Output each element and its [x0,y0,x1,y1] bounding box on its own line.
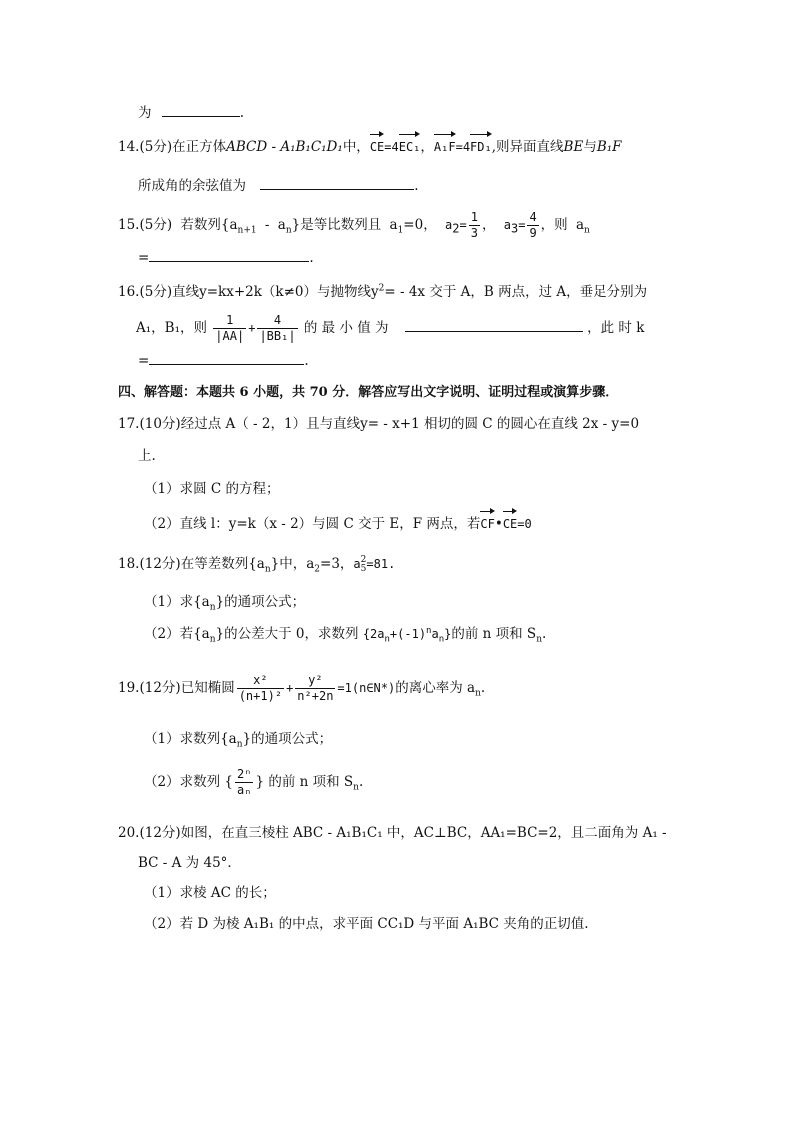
vector-ce: CE [369,140,385,154]
fraction-2n-over-an: $\frac{\text{2ⁿ}}{\text{aₙ}}$ [236,767,252,797]
score-label: (10分) [139,416,181,432]
question-number: 14. [118,139,140,155]
question-number: 15. [118,217,140,233]
q14-answer-blank[interactable] [260,177,414,190]
question-20: 20.(12分)如图，在直三棱柱 ABC - A₁B₁C₁ 中，AC⊥BC，AA₁=BC=2，且二面角为 A₁ - [118,825,667,841]
q13-tail: 为 . [138,105,245,121]
q13-prefix: 为 [138,105,152,121]
question-20-line2: BC - A 为 45°． [138,855,241,871]
question-14: 14.(5分)在正方体ABCD - A₁B₁C₁D₁中，CE=4EC₁，A₁F=4FD₁,则异面直线BE与B₁F [118,139,622,155]
q15-answer-blank[interactable] [149,249,309,262]
question-17: 17.(10分)经过点 A（ - 2，1）且与直线y= - x+1 相切的圆 C 的圆心在直线 2x - y=0 [118,416,640,432]
question-17-part1: （1）求圆 C 的方程； [144,481,280,497]
vector-ec1: EC₁ [398,140,421,154]
vector-cf: CF [480,517,495,531]
question-16-line2: A₁，B₁，则 $\frac{1}{|AA|}$ + $\frac{4}{\text{|BB₁|}}$ 的 最 小 值 为 ，此 时 k [136,313,645,343]
question-number: 18. [118,556,140,572]
fraction-four-ninths: $\frac{4}{9}$ [529,210,537,240]
question-18-part2: （2）若$\{a_n\}$的公差大于 0，求数列 $\{2a_n+(-1)^na_n\}$的前 n 项和 $S_n$. [144,626,547,645]
question-14-line2: 所成角的余弦值为 . [138,178,419,194]
vector-a1f: A₁F [433,140,456,154]
q16-min-answer-blank[interactable] [405,319,583,332]
question-15: 15.(5分) 若数列$\{a_{n+1} - a_n\}$是等比数列且 $a_1=0$， $a_2=$ $\frac{1}{3}$ ， $a_3=$ $\frac{4}{9}$ ，则 $a_n$ [118,210,590,240]
question-16-line3: = . [138,353,309,369]
question-16: 16.(5分)直线y=kx+2k（k≠0）与抛物线$y^2= - 4x$ 交于 A，B 两点，过 A，垂足分别为 [118,283,648,300]
sequence-expression: $\{2a_n+(-1)^na_n\}$ [362,626,452,645]
question-19: 19.(12分)已知椭圆 $\frac{\text{x²}}{\text{(n+1)²}}$ + $\frac{\text{y²}}{\text{n²+2n}}$ =1(n∈N*)的离心率为 $a_n$. [118,673,486,703]
question-18: 18.(12分)在等差数列$\{a_n\}$中，$a_2=3$，a 2 5 =81. [118,554,396,575]
question-number: 17. [118,416,140,432]
vector-ce: CE [502,517,518,531]
fraction-4-over-bb1: $\frac{4}{\text{|BB₁|}}$ [259,313,296,343]
question-15-line2: = . [138,250,314,266]
q16-k-answer-blank[interactable] [149,352,304,365]
fraction-y2: $\frac{\text{y²}}{\text{n²+2n}}$ [297,673,334,703]
score-label: (12分) [139,825,181,841]
question-17-part2: （2）直线 l：y=k（x - 2）与圆 C 交于 E，F 两点，若CF•CE=0 [144,516,532,532]
score-label: (12分) [139,680,181,696]
question-number: 19. [118,680,140,696]
fraction-one-third: $\frac{1}{3}$ [470,210,478,240]
q13-answer-blank[interactable] [162,104,240,117]
fraction-x2: $\frac{\text{x²}}{\text{(n+1)²}}$ [238,673,283,703]
question-20-part1: （1）求棱 AC 的长； [144,885,276,901]
question-20-part2: （2）若 D 为棱 A₁B₁ 的中点，求平面 CC₁D 与平面 A₁BC 夹角的正切值. [144,916,589,932]
question-19-part1: （1）求数列$\{a_n\}$的通项公式； [144,731,333,750]
score-label: (5分) [139,284,173,300]
vector-fd1: FD₁ [470,140,492,154]
question-18-part1: （1）求$\{a_n\}$的通项公式； [144,594,306,613]
question-number: 20. [118,825,140,841]
question-19-part2: （2）求数列 { $\frac{\text{2ⁿ}}{\text{aₙ}}$ } 的前 n 项和 $S_n$. [144,767,364,797]
score-label: (12分) [139,556,181,572]
question-number: 16. [118,284,140,300]
score-label: (5分) [139,139,173,155]
section-4-heading: 四、解答题：本题共 6 小题，共 70 分．解答应写出文字说明、证明过程或演算步骤． [118,385,619,400]
fraction-1-over-aa: $\frac{1}{|AA|}$ [215,313,245,343]
score-label: (5分) [139,217,173,233]
question-17-line2: 上. [138,448,156,464]
